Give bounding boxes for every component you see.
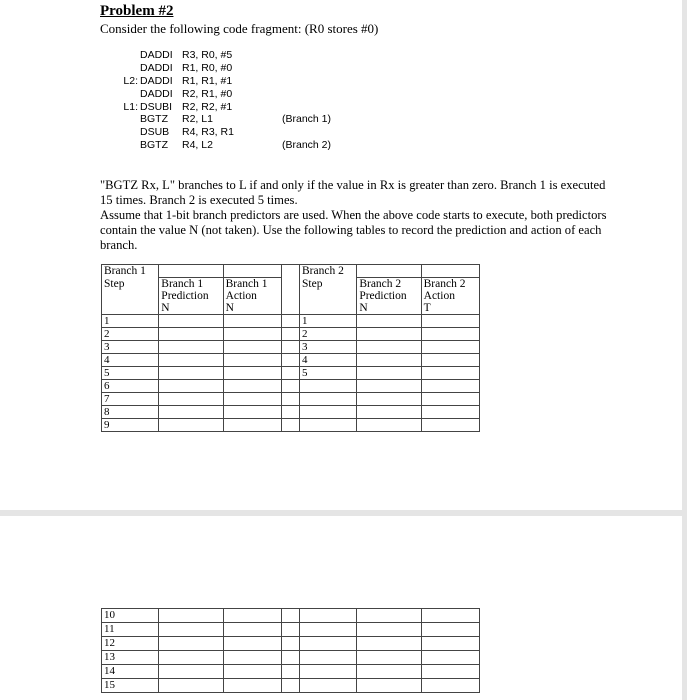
code-opcode: BGTZ (140, 139, 168, 152)
empty-cell (421, 265, 479, 278)
branch1-action-cell (223, 341, 281, 354)
branch2-action-cell (421, 419, 479, 432)
code-comment: (Branch 1) (282, 113, 332, 126)
code-opcode: DADDI (140, 49, 173, 61)
spacer-cell (281, 419, 299, 432)
empty-cell (159, 265, 223, 278)
branch2-action-cell (421, 637, 479, 651)
table-row (102, 354, 480, 367)
branch1-action-cell (223, 623, 281, 637)
table-header-row (102, 265, 480, 278)
empty-cell (223, 265, 281, 278)
branch1-prediction-cell (159, 679, 223, 693)
empty-cell (281, 278, 299, 315)
branch1-action-cell (223, 380, 281, 393)
branch2-action-cell (421, 623, 479, 637)
table-row (102, 341, 480, 354)
branch2-step-number (300, 637, 357, 651)
branch2-step-number (300, 406, 357, 419)
spacer-cell (281, 609, 299, 623)
branch2-prediction-header-text: Branch 2 Prediction (359, 278, 407, 302)
code-label (116, 88, 138, 101)
branch2-prediction-cell (357, 341, 421, 354)
branch1-prediction-cell (159, 623, 223, 637)
branch1-prediction-cell (159, 341, 223, 354)
branch1-step-number: 5 (102, 367, 159, 380)
branch2-step-number (300, 665, 357, 679)
code-opcode: DADDI (140, 87, 173, 100)
branch1-prediction-header (159, 278, 223, 315)
code-operands: R4, L2 (182, 139, 213, 152)
branch2-prediction-cell (357, 380, 421, 393)
code-label (116, 113, 138, 126)
code-label (116, 139, 138, 152)
code-operands: R2, L1 (182, 113, 213, 126)
branch2-step-number: 1 (300, 315, 357, 328)
branch2-step-number (300, 679, 357, 693)
branch1-action-cell (223, 354, 281, 367)
prediction-table (101, 264, 480, 432)
branch2-prediction-cell (357, 367, 421, 380)
branch1-step-number: 15 (102, 679, 159, 693)
branch2-step-number: 2 (300, 328, 357, 341)
table-header-row (102, 278, 480, 315)
table-row (102, 380, 480, 393)
code-line (116, 101, 331, 114)
code-opcode: BGTZ (140, 113, 168, 126)
branch2-prediction-cell (357, 609, 421, 623)
code-label (116, 126, 138, 139)
intro-text: Consider the following code fragment: (R0 stores #0) (100, 21, 379, 36)
branch2-action-cell (421, 679, 479, 693)
prediction-table-continued (101, 608, 480, 693)
branch1-step-number: 1 (102, 315, 159, 328)
code-opcode: DADDI (140, 61, 173, 74)
code-label (116, 62, 138, 75)
branch2-prediction-cell (357, 315, 421, 328)
spacer-cell (281, 328, 299, 341)
branch1-step-number: 11 (102, 623, 159, 637)
code-line (116, 62, 331, 75)
spacer-cell (281, 623, 299, 637)
branch1-step-number: 6 (102, 380, 159, 393)
branch1-prediction-cell (159, 406, 223, 419)
branch2-action-cell (421, 406, 479, 419)
branch-description: "BGTZ Rx, L" branches to L if and only if the value in Rx is greater than zero. Branch 1 is executed 15 times. Branch 2 is executed 5 times. (100, 178, 606, 207)
branch1-step-number: 12 (102, 637, 159, 651)
branch1-initial-prediction: N (161, 302, 170, 314)
branch2-step-header: Step (300, 278, 357, 315)
branch1-action-cell (223, 679, 281, 693)
spacer-cell (281, 315, 299, 328)
table-row (102, 665, 480, 679)
spacer-cell (281, 651, 299, 665)
branch2-action-cell (421, 393, 479, 406)
table-row (102, 393, 480, 406)
branch1-action-cell (223, 419, 281, 432)
code-operands: R1, R1, #1 (182, 74, 233, 87)
branch1-step-number: 3 (102, 341, 159, 354)
branch1-prediction-header-text: Branch 1 Prediction (161, 278, 209, 302)
branch2-initial-action: T (423, 302, 431, 314)
branch1-action-header-text: Branch 1 Action (225, 278, 268, 302)
branch1-step-number: 7 (102, 393, 159, 406)
branch1-step-number: 14 (102, 665, 159, 679)
branch2-prediction-cell (357, 328, 421, 341)
branch1-prediction-cell (159, 315, 223, 328)
branch1-action-cell (223, 651, 281, 665)
instructions: Assume that 1-bit branch predictors are used. When the above code starts to execute, both predictors contain the value N (not taken). Use the following tables to record the prediction and action of each branch. (100, 208, 607, 252)
table-row (102, 419, 480, 432)
branch2-action-cell (421, 609, 479, 623)
code-opcode: DSUBI (140, 100, 173, 113)
table-row (102, 651, 480, 665)
branch1-step-number: 8 (102, 406, 159, 419)
table-row (102, 609, 480, 623)
branch2-step-number (300, 651, 357, 665)
branch1-step-number: 4 (102, 354, 159, 367)
branch2-action-cell (421, 328, 479, 341)
spacer-cell (281, 665, 299, 679)
spacer-cell (281, 637, 299, 651)
branch2-prediction-cell (357, 354, 421, 367)
branch2-action-cell (421, 651, 479, 665)
branch1-action-cell (223, 315, 281, 328)
branch2-step-number: 4 (300, 354, 357, 367)
branch2-step-number (300, 609, 357, 623)
branch1-prediction-cell (159, 328, 223, 341)
branch2-step-number (300, 380, 357, 393)
branch1-action-cell (223, 665, 281, 679)
branch2-step-number (300, 623, 357, 637)
empty-cell (357, 265, 421, 278)
spacer-cell (281, 380, 299, 393)
spacer-cell (281, 679, 299, 693)
branch1-prediction-cell (159, 393, 223, 406)
branch1-step-number: 13 (102, 651, 159, 665)
code-line (116, 75, 331, 88)
spacer-cell (281, 367, 299, 380)
branch1-action-cell (223, 328, 281, 341)
branch1-step-number: 2 (102, 328, 159, 341)
branch1-prediction-cell (159, 609, 223, 623)
branch2-prediction-cell (357, 623, 421, 637)
table-row (102, 679, 480, 693)
code-opcode: DSUB (140, 126, 170, 139)
branch2-step-number (300, 419, 357, 432)
branch2-action-header-text: Branch 2 Action (423, 278, 466, 302)
branch2-initial-prediction: N (359, 302, 368, 314)
branch1-action-cell (223, 367, 281, 380)
branch2-prediction-cell (357, 637, 421, 651)
branch2-action-header (421, 278, 479, 315)
code-label (116, 49, 138, 62)
branch1-prediction-cell (159, 419, 223, 432)
branch1-step-number: 9 (102, 419, 159, 432)
code-line (116, 139, 331, 152)
branch1-prediction-cell (159, 354, 223, 367)
branch1-prediction-cell (159, 637, 223, 651)
branch2-action-cell (421, 354, 479, 367)
branch2-step-number: 3 (300, 341, 357, 354)
branch2-prediction-cell (357, 393, 421, 406)
branch1-prediction-cell (159, 665, 223, 679)
code-line (116, 88, 331, 101)
spacer-cell (281, 406, 299, 419)
branch2-prediction-cell (357, 419, 421, 432)
table-row (102, 367, 480, 380)
table-row (102, 637, 480, 651)
branch2-prediction-cell (357, 665, 421, 679)
code-line (116, 126, 331, 139)
code-operands: R2, R1, #0 (182, 87, 233, 100)
empty-cell (281, 265, 299, 278)
table-row (102, 406, 480, 419)
code-line (116, 49, 331, 62)
code-comment: (Branch 2) (282, 139, 332, 152)
code-label: L2: (123, 74, 138, 87)
table-row (102, 328, 480, 341)
branch2-prediction-cell (357, 406, 421, 419)
spacer-cell (281, 341, 299, 354)
code-fragment (116, 49, 331, 152)
branch1-title: Branch 1 (102, 265, 159, 278)
spacer-cell (281, 393, 299, 406)
code-line (116, 113, 331, 126)
branch1-prediction-cell (159, 651, 223, 665)
problem-title: Problem #2 (100, 3, 174, 19)
branch2-action-cell (421, 380, 479, 393)
branch1-initial-action: N (225, 302, 234, 314)
branch1-prediction-cell (159, 380, 223, 393)
branch2-action-cell (421, 341, 479, 354)
branch1-action-cell (223, 637, 281, 651)
code-label: L1: (123, 100, 138, 113)
branch1-action-cell (223, 406, 281, 419)
branch2-action-cell (421, 315, 479, 328)
spacer-cell (281, 354, 299, 367)
table-row (102, 623, 480, 637)
code-operands: R4, R3, R1 (182, 126, 234, 139)
branch1-prediction-cell (159, 367, 223, 380)
branch1-action-header (223, 278, 281, 315)
code-operands: R3, R0, #5 (182, 49, 233, 61)
branch2-action-cell (421, 665, 479, 679)
code-opcode: DADDI (140, 74, 173, 87)
branch2-title: Branch 2 (300, 265, 357, 278)
branch1-action-cell (223, 609, 281, 623)
branch1-step-header: Step (102, 278, 159, 315)
code-operands: R1, R0, #0 (182, 61, 233, 74)
branch2-step-number (300, 393, 357, 406)
branch1-step-number: 10 (102, 609, 159, 623)
branch2-prediction-header (357, 278, 421, 315)
branch1-action-cell (223, 393, 281, 406)
page-2 (0, 516, 682, 700)
branch2-action-cell (421, 367, 479, 380)
branch2-prediction-cell (357, 651, 421, 665)
table-row (102, 315, 480, 328)
branch2-prediction-cell (357, 679, 421, 693)
branch2-step-number: 5 (300, 367, 357, 380)
code-operands: R2, R2, #1 (182, 100, 233, 113)
